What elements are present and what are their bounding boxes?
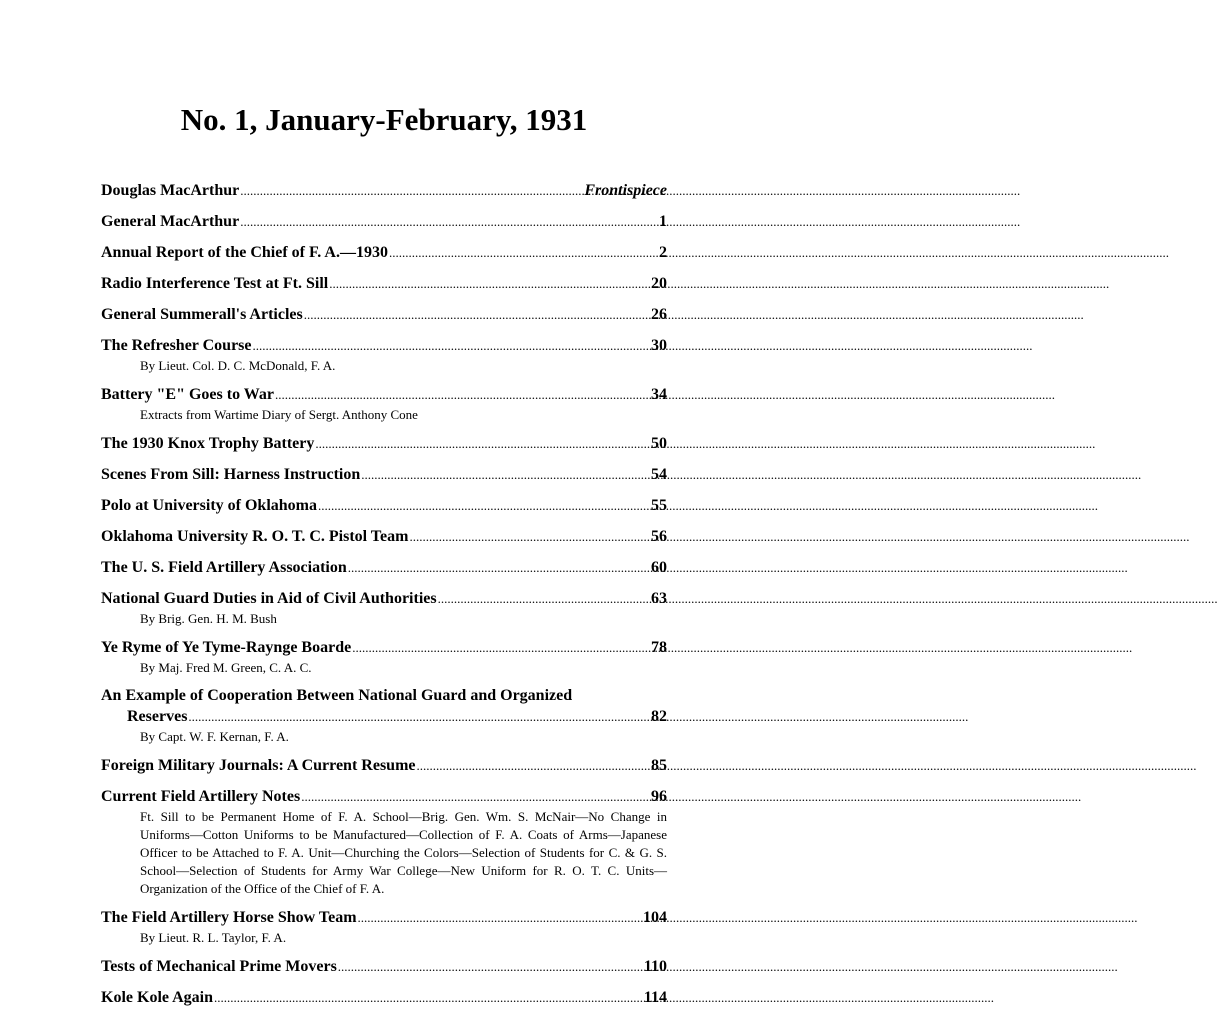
toc-entry <box>101 433 667 455</box>
leader-dots <box>318 495 637 517</box>
toc-entry-page: 104 <box>643 909 667 926</box>
toc-entry-title: Foreign Military Journals: A Current Resume <box>101 757 416 774</box>
toc-entry-page: 82 <box>651 708 667 725</box>
leader-dots <box>338 956 637 978</box>
toc-entry-byline: By Brig. Gen. H. M. Bush <box>140 611 277 626</box>
toc-entry-page: Frontispiece <box>584 182 667 199</box>
toc-entry-title: Battery "E" Goes to War <box>101 386 274 403</box>
table-of-contents <box>101 180 667 1018</box>
toc-entry-title: Scenes From Sill: Harness Instruction <box>101 466 361 483</box>
toc-entry <box>101 588 667 628</box>
toc-entry <box>101 180 667 202</box>
toc-entry-page: 34 <box>651 386 667 403</box>
toc-entry-page: 55 <box>651 497 667 514</box>
toc-entry-page: 78 <box>651 639 667 656</box>
toc-entry-page: 2 <box>659 244 667 261</box>
toc-entry-title: An Example of Cooperation Between National Guard and Organized <box>101 687 573 704</box>
toc-entry <box>101 907 667 947</box>
toc-entry-page: 56 <box>651 528 667 545</box>
toc-entry-title: Annual Report of the Chief of F. A.—1930 <box>101 244 388 261</box>
toc-entry-byline: By Capt. W. F. Kernan, F. A. <box>140 729 289 744</box>
toc-entry-page: 1 <box>659 213 667 230</box>
toc-entry-page: 30 <box>651 337 667 354</box>
leader-dots <box>358 907 637 929</box>
toc-entry-title-continued: Reserves <box>127 708 188 725</box>
toc-entry <box>101 637 667 677</box>
leader-dots <box>188 706 637 728</box>
toc-entry-page: 26 <box>651 306 667 323</box>
leader-dots <box>240 211 637 233</box>
toc-entry <box>101 755 667 777</box>
toc-entry <box>101 464 667 486</box>
leader-dots <box>315 433 637 455</box>
toc-entry-title: Polo at University of Oklahoma <box>101 497 317 514</box>
toc-entry-title: Douglas MacArthur <box>101 182 240 199</box>
toc-entry-title: The Refresher Course <box>101 337 252 354</box>
toc-entry-page: 54 <box>651 466 667 483</box>
leader-dots <box>352 637 637 659</box>
toc-entry-byline: By Lieut. R. L. Taylor, F. A. <box>140 930 287 945</box>
toc-entry <box>101 786 667 898</box>
leader-dots <box>301 786 637 808</box>
toc-entry-byline: By Lieut. Col. D. C. McDonald, F. A. <box>140 358 336 373</box>
leader-dots <box>438 588 637 610</box>
toc-entry-byline: By Maj. Fred M. Green, C. A. C. <box>140 660 312 675</box>
toc-entry-page: 63 <box>651 590 667 607</box>
toc-entry-title: The U. S. Field Artillery Association <box>101 559 347 576</box>
toc-entry <box>101 495 667 517</box>
leader-dots <box>389 242 637 264</box>
toc-entry-title: The Field Artillery Horse Show Team <box>101 909 357 926</box>
toc-entry-page: 85 <box>651 757 667 774</box>
leader-dots <box>329 273 637 295</box>
toc-entry <box>101 273 667 295</box>
toc-entry <box>101 956 667 978</box>
toc-entry-title: Kole Kole Again <box>101 989 213 1006</box>
toc-entry <box>101 557 667 579</box>
toc-entry <box>101 242 667 264</box>
toc-entry <box>101 987 667 1009</box>
toc-entry <box>101 335 667 375</box>
leader-dots <box>253 335 638 357</box>
toc-entry-page: 96 <box>651 788 667 805</box>
page-title: No. 1, January-February, 1931 <box>180 102 588 137</box>
toc-entry-title: General Summerall's Articles <box>101 306 303 323</box>
toc-entry-page: 20 <box>651 275 667 292</box>
toc-entry-title: Tests of Mechanical Prime Movers <box>101 958 337 975</box>
toc-entry-page: 114 <box>643 989 667 1006</box>
toc-entry-title: National Guard Duties in Aid of Civil Authorities <box>101 590 437 607</box>
leader-dots <box>361 464 637 486</box>
leader-dots <box>214 987 637 1009</box>
toc-entry-byline: Extracts from Wartime Diary of Sergt. Anthony Cone <box>140 407 418 422</box>
toc-entry <box>101 686 667 746</box>
leader-dots <box>409 526 637 548</box>
toc-entry-title: Oklahoma University R. O. T. C. Pistol Team <box>101 528 409 545</box>
toc-entry-title: General MacArthur <box>101 213 240 230</box>
leader-dots <box>348 557 637 579</box>
toc-entry-title: Current Field Artillery Notes <box>101 788 301 805</box>
toc-entry-summary: Ft. Sill to be Permanent Home of F. A. School—Brig. Gen. Wm. S. McNair—No Change in Uniforms—Cotton Uniforms to be Manufactured—Collection of F. A. Coats of Arms—Japanese Officer to be Attached to F. A. Unit—Churching the Colors—Selection of Students for C. & G. S. School—Selection of Students for Army War College—New Uniform for R. O. T. C. Units—Organization of the Office of the Chief of F. A. <box>140 809 667 896</box>
toc-entry <box>101 526 667 548</box>
toc-entry <box>101 304 667 326</box>
leader-dots <box>417 755 638 777</box>
toc-entry-title: Radio Interference Test at Ft. Sill <box>101 275 329 292</box>
toc-entry-title: The 1930 Knox Trophy Battery <box>101 435 315 452</box>
toc-entry-page: 110 <box>643 958 667 975</box>
leader-dots <box>275 384 637 406</box>
toc-entry-page: 60 <box>651 559 667 576</box>
toc-entry-title: Ye Ryme of Ye Tyme-Raynge Boarde <box>101 639 352 656</box>
leader-dots <box>240 180 582 202</box>
toc-entry-page: 50 <box>651 435 667 452</box>
leader-dots <box>304 304 637 326</box>
toc-entry <box>101 211 667 233</box>
toc-entry <box>101 384 667 424</box>
